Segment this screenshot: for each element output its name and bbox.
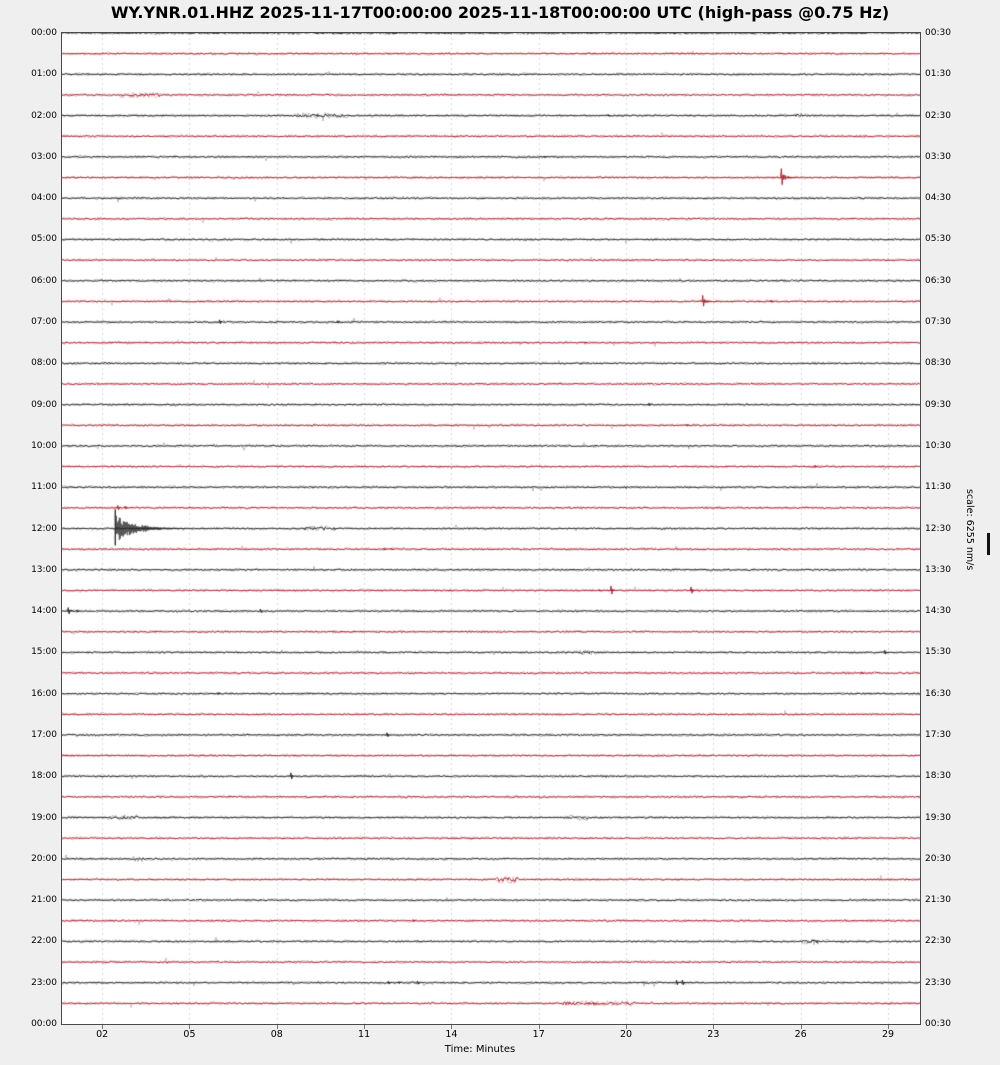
y-axis-label-right: 12:30 bbox=[925, 523, 951, 534]
y-axis-label-left: 11:00 bbox=[31, 482, 57, 493]
helicorder-canvas bbox=[62, 33, 920, 1024]
x-axis-tick-mark bbox=[888, 1025, 889, 1029]
plot-title: WY.YNR.01.HHZ 2025-11-17T00:00:00 2025-11-18T00:00:00 UTC (high-pass @0.75 Hz) bbox=[110, 3, 890, 22]
y-axis-label-right: 02:30 bbox=[925, 110, 951, 121]
y-axis-label-right: 14:30 bbox=[925, 606, 951, 617]
y-axis-label-right: 10:30 bbox=[925, 440, 951, 451]
y-axis-label-right: 17:30 bbox=[925, 729, 951, 740]
y-axis-label-right: 19:30 bbox=[925, 812, 951, 823]
y-axis-label-right: 11:30 bbox=[925, 482, 951, 493]
scale-label: scale: 6255 nm/s bbox=[964, 489, 975, 571]
y-axis-label-left: 00:00 bbox=[31, 1019, 57, 1029]
y-axis-label-right: 18:30 bbox=[925, 771, 951, 782]
x-axis-tick-label: 17 bbox=[532, 1029, 545, 1040]
scale-bar bbox=[987, 533, 990, 555]
y-axis-label-left: 05:00 bbox=[31, 234, 57, 245]
x-axis-tick-mark bbox=[102, 1025, 103, 1029]
y-axis-label-left: 23:00 bbox=[31, 977, 57, 988]
y-axis-label-left: 14:00 bbox=[31, 606, 57, 617]
y-axis-label-left: 04:00 bbox=[31, 193, 57, 204]
y-axis-label-left: 02:00 bbox=[31, 110, 57, 121]
y-axis-label-right: 06:30 bbox=[925, 275, 951, 286]
y-axis-label-right: 22:30 bbox=[925, 936, 951, 947]
x-axis-tick-label: 08 bbox=[270, 1029, 283, 1040]
x-axis-tick-label: 26 bbox=[794, 1029, 807, 1040]
y-axis-label-left: 20:00 bbox=[31, 853, 57, 864]
x-axis-tick-mark bbox=[713, 1025, 714, 1029]
y-axis-label-right: 01:30 bbox=[925, 69, 951, 80]
y-axis-label-left: 09:00 bbox=[31, 399, 57, 410]
y-axis-label-left: 13:00 bbox=[31, 564, 57, 575]
x-axis-tick-mark bbox=[189, 1025, 190, 1029]
x-axis-tick-label: 20 bbox=[619, 1029, 633, 1040]
y-axis-label-left: 12:00 bbox=[31, 523, 57, 534]
y-axis-label-right: 13:30 bbox=[925, 564, 951, 575]
y-axis-label-left: 22:00 bbox=[31, 936, 57, 947]
x-axis-tick-mark bbox=[801, 1025, 802, 1029]
y-axis-label-left: 06:00 bbox=[31, 275, 57, 286]
y-axis-label-right: 16:30 bbox=[925, 688, 951, 699]
x-axis-tick-label: 11 bbox=[358, 1029, 371, 1040]
y-axis-label-right: 15:30 bbox=[925, 647, 951, 658]
y-axis-label-left: 07:00 bbox=[31, 317, 57, 328]
x-axis-tick-label: 14 bbox=[445, 1029, 458, 1040]
y-axis-label-right: 00:30 bbox=[925, 28, 951, 38]
y-axis-label-right: 05:30 bbox=[925, 234, 951, 245]
y-axis-label-right: 00:30 bbox=[925, 1019, 951, 1029]
y-axis-label-right: 20:30 bbox=[925, 853, 951, 864]
y-axis-label-left: 01:00 bbox=[31, 69, 57, 80]
x-axis-tick-mark bbox=[451, 1025, 452, 1029]
x-axis-tick-mark bbox=[277, 1025, 278, 1029]
y-axis-label-right: 03:30 bbox=[925, 151, 951, 162]
y-axis-label-right: 04:30 bbox=[925, 193, 951, 204]
y-axis-label-left: 16:00 bbox=[31, 688, 57, 699]
y-axis-label-right: 21:30 bbox=[925, 895, 951, 906]
x-axis-tick-label: 23 bbox=[707, 1029, 720, 1040]
plot-area bbox=[61, 32, 921, 1025]
y-axis-label-left: 00:00 bbox=[31, 28, 57, 38]
y-axis-label-left: 08:00 bbox=[31, 358, 57, 369]
x-axis-tick-label: 02 bbox=[96, 1029, 109, 1040]
y-axis-label-left: 03:00 bbox=[31, 151, 57, 162]
y-axis-label-left: 19:00 bbox=[31, 812, 57, 823]
x-axis-tick-mark bbox=[364, 1025, 365, 1029]
x-axis-tick-mark bbox=[539, 1025, 540, 1029]
y-axis-label-left: 15:00 bbox=[31, 647, 57, 658]
y-axis-label-left: 10:00 bbox=[31, 440, 57, 451]
y-axis-label-right: 08:30 bbox=[925, 358, 951, 369]
y-axis-label-left: 17:00 bbox=[31, 729, 57, 740]
x-axis-title: Time: Minutes bbox=[444, 1044, 516, 1055]
y-axis-label-right: 07:30 bbox=[925, 317, 951, 328]
y-axis-label-right: 09:30 bbox=[925, 399, 951, 410]
y-axis-label-left: 21:00 bbox=[31, 895, 57, 906]
y-axis-label-left: 18:00 bbox=[31, 771, 57, 782]
y-axis-label-right: 23:30 bbox=[925, 977, 951, 988]
x-axis-tick-mark bbox=[626, 1025, 627, 1029]
x-axis-tick-label: 29 bbox=[881, 1029, 895, 1040]
x-axis-tick-label: 05 bbox=[183, 1029, 196, 1040]
